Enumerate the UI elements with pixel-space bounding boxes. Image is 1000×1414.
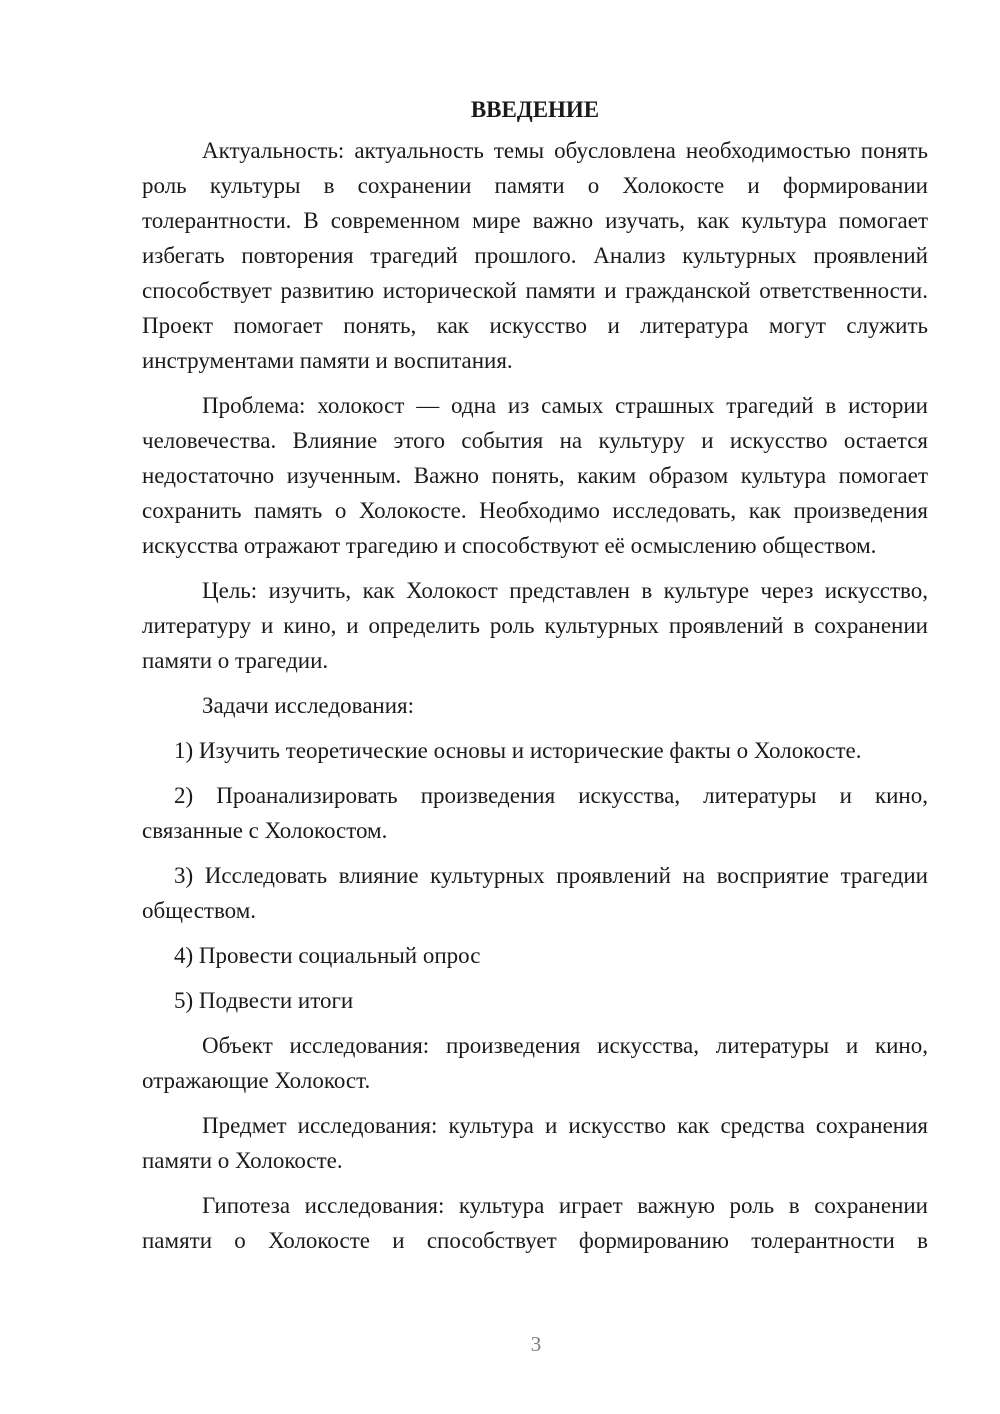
hypothesis-paragraph: Гипотеза исследования: культура играет важную роль в сохранении памяти о Холокосте и способствует формированию толерантности в xyxy=(142,1193,928,1253)
task-item-5: 5) Подвести итоги xyxy=(174,988,354,1013)
section-heading: ВВЕДЕНИЕ xyxy=(470,97,600,122)
goal-paragraph: Цель: изучить, как Холокост представлен в культуре через искусство, литературу и кино, и определить роль культурных проявлений в сохранении памяти о трагедии. xyxy=(142,578,928,673)
problem-paragraph: Проблема: холокост — одна из самых страшных трагедий в истории человечества. Влияние этого события на культуру и искусство остается недостаточно изученным. Важно понять, каким образом культура помогает сохранить память о Холокосте. Необходимо исследовать, как произведения искусства отражают трагедию и способствуют её осмыслению обществом. xyxy=(142,393,928,558)
task-item-2: 2) Проанализировать произведения искусства, литературы и кино, связанные с Холокостом. xyxy=(142,783,928,843)
task-item-4: 4) Провести социальный опрос xyxy=(174,943,481,968)
task-item-3: 3) Исследовать влияние культурных проявлений на восприятие трагедии обществом. xyxy=(142,863,928,923)
page-body xyxy=(142,92,928,1268)
page-number: 3 xyxy=(530,1332,542,1356)
task-item-1: 1) Изучить теоретические основы и исторические факты о Холокосте. xyxy=(174,738,862,763)
subject-paragraph: Предмет исследования: культура и искусство как средства сохранения памяти о Холокосте. xyxy=(142,1113,928,1173)
object-paragraph: Объект исследования: произведения искусства, литературы и кино, отражающие Холокост. xyxy=(142,1033,928,1093)
tasks-heading: Задачи исследования: xyxy=(202,693,415,718)
relevance-paragraph: Актуальность: актуальность темы обусловлена необходимостью понять роль культуры в сохранении памяти о Холокосте и формировании толерантности. В современном мире важно изучать, как культура помогает избегать повторения трагедий прошлого. Анализ культурных проявлений способствует развитию исторической памяти и гражданской ответственности. Проект помогает понять, как искусство и литература могут служить инструментами памяти и воспитания. xyxy=(142,138,928,373)
